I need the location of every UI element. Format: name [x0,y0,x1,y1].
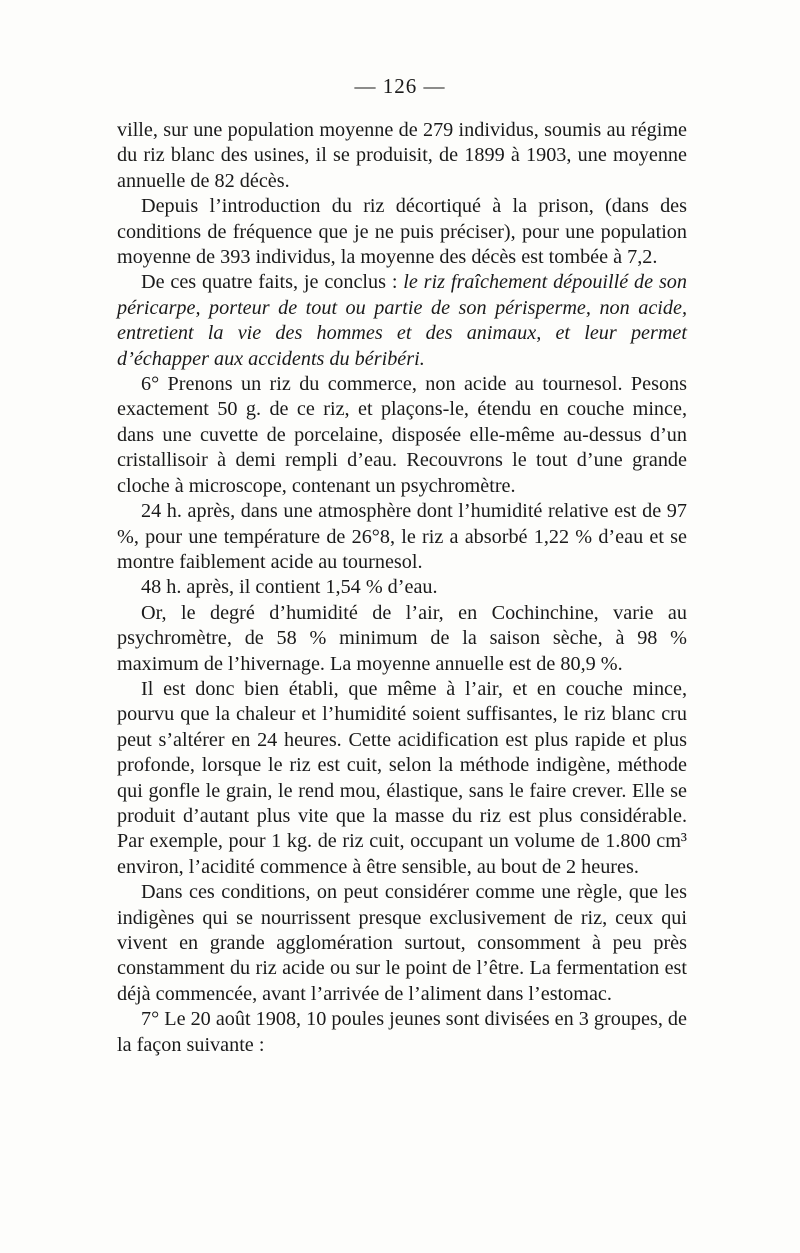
body-text [117,118,687,1058]
conclusion-italic: le riz fraîchement dépouillé de son péricarpe, porteur de tout ou partie de son périsperme, non acide, entretient la vie des hommes et des animaux, et leur permet d’échapper aux accidents du béribéri. [117,271,687,370]
paragraph-experiment-6: 6° Prenons un riz du commerce, non acide au tournesol. Pesons exactement 50 g. de ce riz, et plaçons-le, étendu en couche mince, dans une cuvette de porcelaine, disposée elle-même au-dessus d’un cristallisoir à demi rempli d’eau. Recouvrons le tout d’une grande cloche à microscope, contenant un psychromètre. [117,373,687,497]
paragraph-conclusion [117,270,687,372]
conclusion-lead: De ces quatre faits, je conclus : [141,271,404,294]
paragraph-humidity: Or, le degré d’humidité de l’air, en Cochinchine, varie au psychromètre, de 58 % minimum de la saison sèche, à 98 % maximum de l’hivernage. La moyenne annuelle est de 80,9 %. [117,601,687,675]
paragraph-experiment-7: 7° Le 20 août 1908, 10 poules jeunes sont divisées en 3 groupes, de la façon suivante : [117,1008,687,1056]
paragraph-continuation: ville, sur une population moyenne de 279 individus, soumis au régime du riz blanc des usines, il se produisit, de 1899 à 1903, une moyenne annuelle de 82 décès. [117,119,687,192]
paragraph-acidification: Il est donc bien établi, que même à l’air, et en couche mince, pourvu que la chaleur et l’humidité soient suffisantes, le riz blanc cru peut s’altérer en 24 heures. Cette acidification est plus rapide et plus profonde, lorsque le riz est cuit, selon la méthode indigène, méthode qui gonfle le grain, le rend mou, élastique, sans le faire crever. Elle se produit d’autant plus vite que la masse du riz est plus considérable. Par exemple, pour 1 kg. de riz cuit, occupant un volume de 1.800 cm³ environ, l’acidité commence à être sensible, au bout de 2 heures. [117,677,687,878]
paragraph-24h: 24 h. après, dans une atmosphère dont l’humidité relative est de 97 %, pour une température de 26°8, le riz a absorbé 1,22 % d’eau et se montre faiblement acide au tournesol. [117,500,687,573]
paragraph-48h: 48 h. après, il contient 1,54 % d’eau. [141,576,438,599]
paragraph-prison: Depuis l’introduction du riz décortiqué à la prison, (dans des conditions de fréquence que je ne puis préciser), pour une population moyenne de 393 individus, la moyenne des décès est tombée à 7,2. [117,195,687,269]
page-number: — 126 — [354,74,446,98]
paragraph-conditions: Dans ces conditions, on peut considérer comme une règle, que les indigènes qui se nourrissent presque exclusivement de riz, ceux qui vivent en grande agglomération surtout, consomment à peu près constamment du riz acide ou sur le point de l’être. La fermentation est déjà commencée, avant l’arrivée de l’aliment dans l’estomac. [117,881,687,1005]
